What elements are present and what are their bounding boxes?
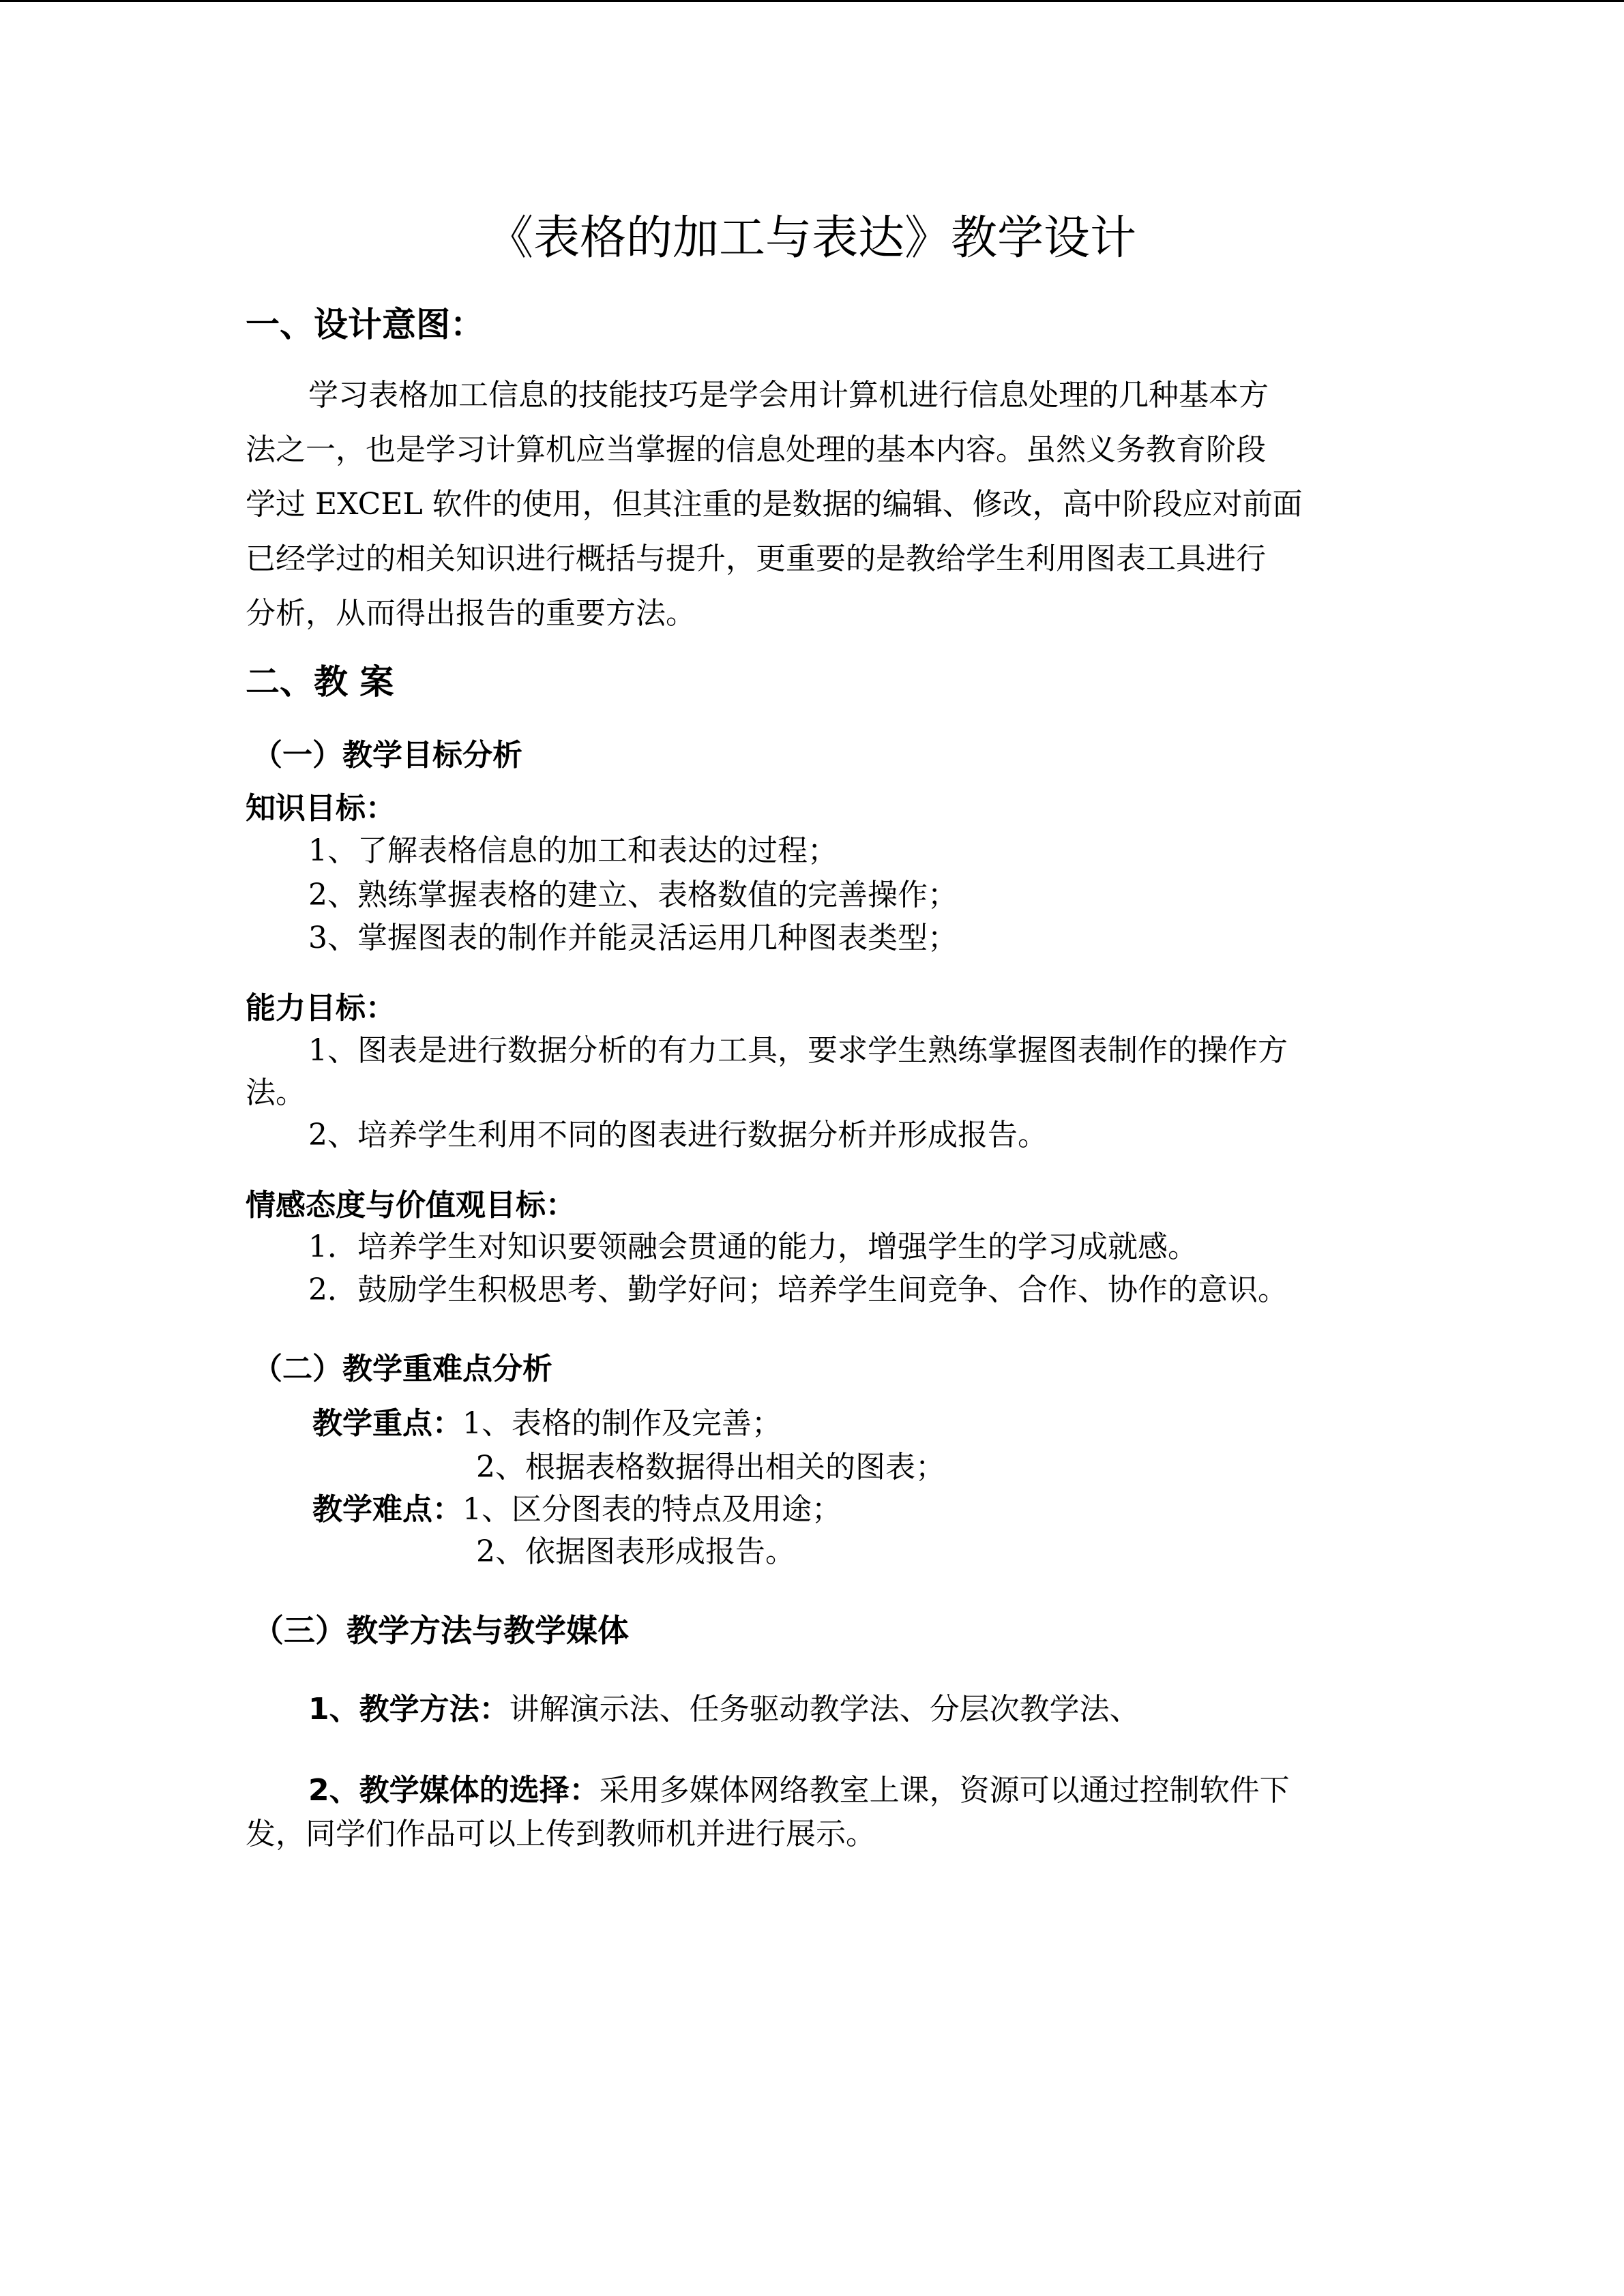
label-emotion-goals: 情感态度与价值观目标： — [246, 1188, 576, 1223]
teaching-method-label: 1、教学方法： — [308, 1692, 510, 1727]
difficult-point-item: 2、依据图表形成报告。 — [476, 1534, 795, 1569]
list-item-continuation: 法。 — [246, 1075, 306, 1110]
subheading-key-difficult: （二）教学重难点分析 — [252, 1352, 552, 1386]
page-top-border — [0, 0, 1624, 2]
subheading-methods-media: （三）教学方法与教学媒体 — [252, 1612, 629, 1649]
section-heading-text: 二、教 案 — [246, 662, 394, 702]
teaching-media-label: 2、教学媒体的选择： — [308, 1773, 600, 1808]
list-item: 1、了解表格信息的加工和表达的过程； — [308, 833, 838, 868]
key-points-row — [312, 1403, 782, 1444]
key-point-item: 1、表格的制作及完善； — [462, 1406, 782, 1441]
label-ability-goals: 能力目标： — [246, 991, 396, 1026]
key-point-item: 2、根据表格数据得出相关的图表； — [476, 1450, 945, 1485]
paragraph-line: 已经学过的相关知识进行概括与提升，更重要的是教给学生利用图表工具进行 — [246, 541, 1266, 576]
section-heading-text: 一、设计意图： — [246, 305, 484, 344]
paragraph-line: 分析，从而得出报告的重要方法。 — [246, 596, 696, 631]
label-knowledge-goals: 知识目标： — [246, 791, 396, 826]
teaching-method-text: 讲解演示法、任务驱动教学法、分层次教学法、 — [509, 1692, 1140, 1727]
teaching-media-row — [308, 1770, 1290, 1811]
teaching-media-text-continuation: 发，同学们作品可以上传到教师机并进行展示。 — [246, 1817, 876, 1851]
teaching-media-text: 采用多媒体网络教室上课，资源可以通过控制软件下 — [599, 1773, 1290, 1808]
list-item: 2、熟练掌握表格的建立、表格数值的完善操作； — [308, 878, 958, 912]
section-heading-lesson-plan — [246, 659, 394, 704]
difficult-points-label: 教学难点： — [312, 1492, 462, 1527]
document-title: 《表格的加工与表达》教学设计 — [486, 211, 1136, 265]
teaching-method-row — [308, 1689, 1140, 1730]
key-points-label: 教学重点： — [312, 1406, 462, 1441]
list-item: 1、图表是进行数据分析的有力工具，要求学生熟练掌握图表制作的操作方 — [308, 1033, 1288, 1068]
subheading-teaching-goals: （一）教学目标分析 — [252, 738, 522, 773]
difficult-point-item: 1、区分图表的特点及用途； — [462, 1492, 842, 1527]
paragraph-line: 法之一，也是学习计算机应当掌握的信息处理的基本内容。虽然义务教育阶段 — [246, 432, 1266, 467]
difficult-points-row — [312, 1489, 842, 1530]
section-heading-design-intent — [246, 302, 484, 347]
list-item: 2、培养学生利用不同的图表进行数据分析并形成报告。 — [308, 1118, 1048, 1152]
list-item: 2．鼓励学生积极思考、勤学好问；培养学生间竞争、合作、协作的意识。 — [308, 1272, 1288, 1307]
list-item: 3、掌握图表的制作并能灵活运用几种图表类型； — [308, 921, 958, 955]
paragraph-line: 学过 EXCEL 软件的使用，但其注重的是数据的编辑、修改，高中阶段应对前面 — [246, 487, 1303, 522]
list-item: 1．培养学生对知识要领融会贯通的能力，增强学生的学习成就感。 — [308, 1229, 1198, 1264]
paragraph-line: 学习表格加工信息的技能技巧是学会用计算机进行信息处理的几种基本方 — [308, 378, 1269, 413]
